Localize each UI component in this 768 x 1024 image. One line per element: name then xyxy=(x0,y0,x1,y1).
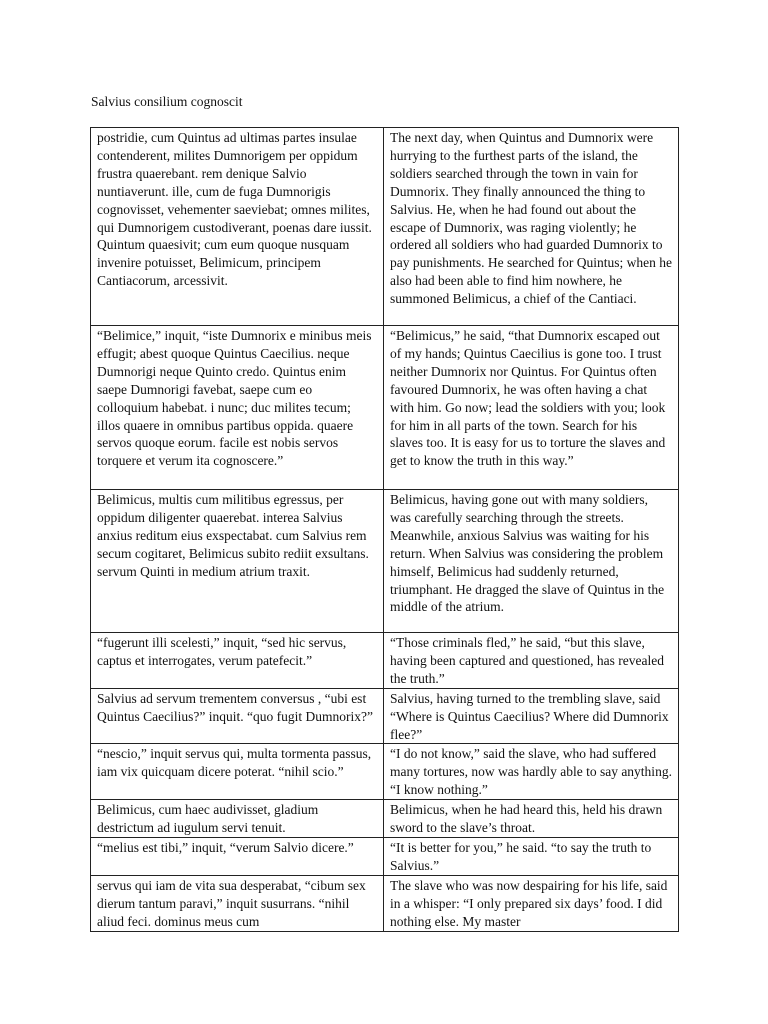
english-cell: Salvius, having turned to the trembling slave, said “Where is Quintus Caecilius? Where did Dumnorix flee?” xyxy=(384,688,679,744)
table-row xyxy=(91,875,679,931)
table-row xyxy=(91,744,679,800)
latin-cell: “Belimice,” inquit, “iste Dumnorix e minibus meis effugit; abest quoque Quintus Caecilius. neque Dumnorigi neque Quinto credo. Quintus enim saepe Dumnorigi favebat, saepe cum eo colloquium habebat. i nunc; duc milites tecum; illos quaere in omnibus partibus oppida. quaere servos quoque eorum. facile est nobis servos torquere et verum ita cognoscere.” xyxy=(91,326,384,490)
table-row xyxy=(91,128,679,326)
latin-cell: “fugerunt illi scelesti,” inquit, “sed hic servus, captus et interrogates, verum patefecit.” xyxy=(91,633,384,689)
latin-cell: Salvius ad servum trementem conversus , “ubi est Quintus Caecilius?” inquit. “quo fugit Dumnorix?” xyxy=(91,688,384,744)
english-cell: Belimicus, when he had heard this, held his drawn sword to the slave’s throat. xyxy=(384,800,679,838)
latin-cell: “melius est tibi,” inquit, “verum Salvio dicere.” xyxy=(91,837,384,875)
latin-cell: Belimicus, multis cum militibus egressus, per oppidum diligenter quaerebat. interea Salvius anxius reditum eius exspectabat. cum Salvius rem secum cogitaret, Belimicus subito rediit exsultans. servum Quinti in medium atrium traxit. xyxy=(91,490,384,633)
translation-table xyxy=(90,127,679,932)
latin-cell: postridie, cum Quintus ad ultimas partes insulae contenderent, milites Dumnorigem per oppidum frustra quaerebant. rem denique Salvio nuntiaverunt. ille, cum de fuga Dumnorigis cognovisset, vehementer saeviebat; omnes milites, qui Dumnorigem custodiverant, poenas dare iussit. Quintum quaesivit; cum eum quoque nusquam invenire potuisset, Belimicum, principem Cantiacorum, arcessivit. xyxy=(91,128,384,326)
english-cell: “Belimicus,” he said, “that Dumnorix escaped out of my hands; Quintus Caecilius is gone too. I trust neither Dumnorix nor Quintus. For Quintus often favoured Dumnorix, he was often having a chat with him. Go now; lead the soldiers with you; look for him in all parts of the town. Search for his slaves too. It is easy for us to torture the slaves and get to know the truth in this way.” xyxy=(384,326,679,490)
english-cell: “I do not know,” said the slave, who had suffered many tortures, now was hardly able to say anything. “I know nothing.” xyxy=(384,744,679,800)
english-cell: The slave who was now despairing for his life, said in a whisper: “I only prepared six days’ food. I did nothing else. My master xyxy=(384,875,679,931)
table-row xyxy=(91,800,679,838)
latin-cell: “nescio,” inquit servus qui, multa tormenta passus, iam vix quicquam dicere poterat. “nihil scio.” xyxy=(91,744,384,800)
table-row xyxy=(91,633,679,689)
latin-cell: servus qui iam de vita sua desperabat, “cibum sex dierum tantum paravi,” inquit susurrans. “nihil aliud feci. dominus meus cum xyxy=(91,875,384,931)
latin-cell: Belimicus, cum haec audivisset, gladium destrictum ad iugulum servi tenuit. xyxy=(91,800,384,838)
table-row xyxy=(91,688,679,744)
english-cell: “It is better for you,” he said. “to say the truth to Salvius.” xyxy=(384,837,679,875)
table-row xyxy=(91,837,679,875)
english-cell: The next day, when Quintus and Dumnorix were hurrying to the furthest parts of the island, the soldiers searched through the town in vain for Dumnorix. They finally announced the thing to Salvius. He, when he had found out about the escape of Dumnorix, was raging violently; he ordered all soldiers who had guarded Dumnorix to pay punishments. He searched for Quintus; when he also had been able to find him nowhere, he summoned Belimicus, a chief of the Cantiaci. xyxy=(384,128,679,326)
english-cell: “Those criminals fled,” he said, “but this slave, having been captured and questioned, has revealed the truth.” xyxy=(384,633,679,689)
table-row xyxy=(91,490,679,633)
english-cell: Belimicus, having gone out with many soldiers, was carefully searching through the streets. Meanwhile, anxious Salvius was waiting for his return. When Salvius was considering the problem himself, Belimicus had suddenly returned, triumphant. He dragged the slave of Quintus in the middle of the atrium. xyxy=(384,490,679,633)
page-title: Salvius consilium cognoscit xyxy=(91,94,243,109)
table-row xyxy=(91,326,679,490)
